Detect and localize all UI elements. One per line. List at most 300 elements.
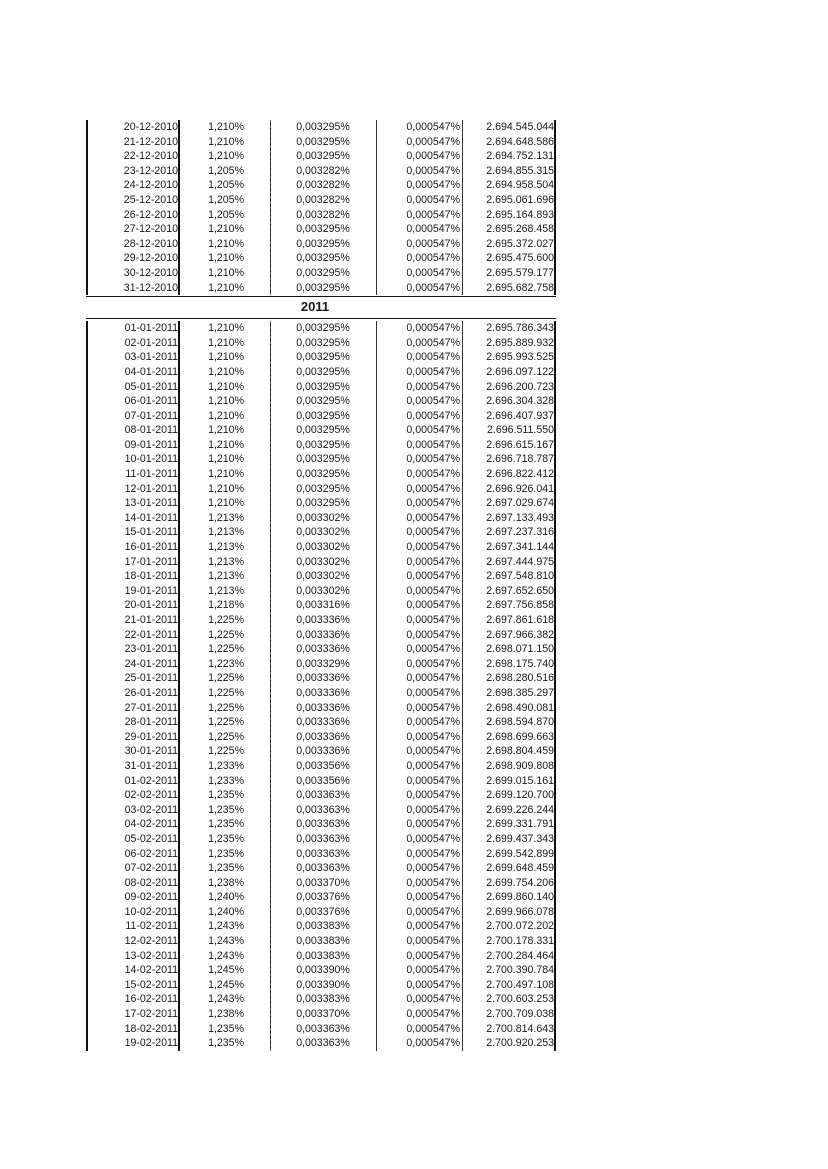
daily-rate-cell: 0,003295% (296, 409, 350, 422)
small-column-rule (376, 120, 377, 295)
table-row (86, 671, 556, 686)
daily-rate-cell: 0,003363% (296, 847, 350, 860)
date-cell: 25-12-2010 (123, 193, 178, 206)
annual-rate-cell: 1,210% (208, 380, 244, 393)
small-rate-cell: 0,000547% (406, 266, 460, 279)
table-row (86, 569, 556, 584)
daily-rate-cell: 0,003376% (296, 891, 350, 904)
annual-rate-cell: 1,235% (208, 832, 244, 845)
table-row (86, 890, 556, 905)
table-row (86, 584, 556, 599)
table-row (86, 832, 556, 847)
table-row (86, 963, 556, 978)
table-row (86, 817, 556, 832)
annual-rate-cell: 1,235% (208, 818, 244, 831)
annual-rate-cell: 1,205% (208, 179, 244, 192)
date-cell: 04-01-2011 (124, 365, 178, 378)
value-cell: 2.696.200.723 (486, 380, 554, 393)
table-row (86, 467, 556, 482)
value-cell: 2.697.861.618 (486, 614, 554, 626)
daily-rate-cell: 0,003329% (296, 657, 350, 670)
value-cell: 2.696.304.328 (486, 395, 554, 408)
value-cell: 2.699.226.244 (486, 803, 554, 816)
date-cell: 22-01-2011 (124, 628, 178, 641)
small-rate-cell: 0,000547% (406, 555, 460, 568)
small-rate-cell: 0,000547% (406, 949, 460, 962)
daily-rate-cell: 0,003295% (296, 365, 350, 378)
table-row (86, 365, 556, 380)
value-cell: 2.697.341.144 (486, 541, 554, 554)
date-cell: 24-12-2010 (123, 179, 178, 192)
daily-column-rule (270, 120, 271, 295)
daily-rate-cell: 0,003363% (296, 818, 350, 831)
date-cell: 20-12-2010 (123, 121, 178, 133)
annual-rate-cell: 1,240% (208, 891, 244, 904)
daily-rate-cell: 0,003336% (296, 686, 350, 699)
annual-rate-cell: 1,235% (208, 1037, 244, 1050)
value-cell: 2.697.029.674 (486, 497, 554, 510)
table-row (86, 409, 556, 424)
date-cell: 03-02-2011 (124, 803, 178, 816)
value-cell: 2.696.926.041 (486, 482, 554, 495)
value-cell: 2.697.444.975 (486, 555, 554, 568)
daily-rate-cell: 0,003295% (296, 380, 350, 393)
table-row (86, 251, 556, 266)
date-cell: 22-12-2010 (123, 150, 178, 163)
value-cell: 2.700.072.202 (486, 920, 554, 933)
annual-rate-cell: 1,210% (208, 266, 244, 279)
table-row (86, 934, 556, 949)
value-cell: 2.694.545.044 (486, 121, 554, 133)
value-cell: 2.698.699.663 (486, 730, 554, 743)
daily-rate-cell: 0,003336% (296, 701, 350, 714)
value-column-rule (462, 120, 463, 295)
small-rate-cell: 0,000547% (406, 862, 460, 875)
date-cell: 23-01-2011 (124, 643, 178, 656)
table-row (86, 730, 556, 745)
annual-rate-cell: 1,225% (208, 628, 244, 641)
daily-rate-cell: 0,003295% (296, 223, 350, 236)
table-row (86, 657, 556, 672)
annual-rate-cell: 1,210% (208, 150, 244, 163)
small-rate-cell: 0,000547% (406, 818, 460, 831)
date-cell: 16-01-2011 (124, 541, 178, 554)
annual-rate-cell: 1,205% (208, 164, 244, 177)
date-cell: 27-12-2010 (123, 223, 178, 236)
daily-rate-cell: 0,003302% (296, 584, 350, 597)
table-row (86, 715, 556, 730)
annual-rate-cell: 1,233% (208, 759, 244, 772)
date-cell: 23-12-2010 (123, 164, 178, 177)
annual-rate-cell: 1,233% (208, 774, 244, 787)
small-rate-cell: 0,000547% (406, 1022, 460, 1035)
small-rate-cell: 0,000547% (406, 672, 460, 685)
table-row (86, 788, 556, 803)
value-cell: 2.696.822.412 (486, 468, 554, 481)
value-cell: 2.695.372.027 (486, 237, 554, 250)
daily-column-rule (270, 321, 271, 1051)
table-row (86, 992, 556, 1007)
daily-rate-cell: 0,003376% (296, 905, 350, 918)
daily-rate-cell: 0,003295% (296, 135, 350, 148)
table-row (86, 540, 556, 555)
annual-rate-cell: 1,235% (208, 847, 244, 860)
date-cell: 07-02-2011 (124, 862, 178, 875)
small-rate-cell: 0,000547% (406, 789, 460, 802)
date-cell: 17-01-2011 (124, 555, 178, 568)
daily-rate-cell: 0,003282% (296, 208, 350, 221)
annual-rate-cell: 1,210% (208, 365, 244, 378)
date-cell: 14-02-2011 (124, 964, 178, 977)
annual-rate-cell: 1,205% (208, 208, 244, 221)
small-rate-cell: 0,000547% (406, 628, 460, 641)
daily-rate-cell: 0,003295% (296, 468, 350, 481)
annual-rate-cell: 1,225% (208, 686, 244, 699)
small-rate-cell: 0,000547% (406, 891, 460, 904)
annual-rate-cell: 1,210% (208, 424, 244, 437)
value-cell: 2.695.579.177 (486, 266, 554, 279)
daily-rate-cell: 0,003336% (296, 614, 350, 626)
table-row (86, 1007, 556, 1022)
small-rate-cell: 0,000547% (406, 716, 460, 729)
table-row (86, 120, 556, 135)
value-cell: 2.695.061.696 (486, 193, 554, 206)
date-cell: 15-01-2011 (124, 526, 178, 539)
daily-rate-cell: 0,003302% (296, 526, 350, 539)
annual-rate-cell: 1,225% (208, 745, 244, 758)
daily-rate-cell: 0,003336% (296, 643, 350, 656)
table-row (86, 803, 556, 818)
annual-rate-cell: 1,223% (208, 657, 244, 670)
annual-rate-cell: 1,213% (208, 541, 244, 554)
daily-rate-cell: 0,003295% (296, 351, 350, 364)
small-rate-cell: 0,000547% (406, 730, 460, 743)
annual-rate-cell: 1,210% (208, 395, 244, 408)
date-cell: 28-12-2010 (123, 237, 178, 250)
table-row (86, 905, 556, 920)
date-cell: 30-01-2011 (124, 745, 178, 758)
date-cell: 09-02-2011 (124, 891, 178, 904)
small-rate-cell: 0,000547% (406, 905, 460, 918)
daily-rate-cell: 0,003316% (296, 599, 350, 612)
date-cell: 07-01-2011 (124, 409, 178, 422)
date-cell: 06-02-2011 (124, 847, 178, 860)
daily-rate-cell: 0,003383% (296, 949, 350, 962)
table-row (86, 222, 556, 237)
date-cell: 13-02-2011 (124, 949, 178, 962)
annual-rate-cell: 1,238% (208, 876, 244, 889)
date-cell: 30-12-2010 (123, 266, 178, 279)
table-row (86, 178, 556, 193)
small-rate-cell: 0,000547% (406, 570, 460, 583)
small-rate-cell: 0,000547% (406, 599, 460, 612)
daily-rate-cell: 0,003363% (296, 1037, 350, 1050)
daily-rate-cell: 0,003390% (296, 978, 350, 991)
annual-rate-cell: 1,225% (208, 614, 244, 626)
value-cell: 2.699.966.078 (486, 905, 554, 918)
rate-table (86, 120, 556, 1051)
value-cell: 2.695.889.932 (486, 336, 554, 349)
daily-rate-cell: 0,003370% (296, 1008, 350, 1021)
annual-rate-cell: 1,213% (208, 526, 244, 539)
table-row (86, 266, 556, 281)
annual-rate-cell: 1,235% (208, 862, 244, 875)
date-cell: 29-01-2011 (124, 730, 178, 743)
daily-rate-cell: 0,003282% (296, 179, 350, 192)
daily-rate-cell: 0,003295% (296, 252, 350, 265)
date-cell: 05-02-2011 (124, 832, 178, 845)
value-cell: 2.700.603.253 (486, 993, 554, 1006)
small-rate-cell: 0,000547% (406, 468, 460, 481)
value-cell: 2.697.133.493 (486, 511, 554, 524)
small-rate-cell: 0,000547% (406, 993, 460, 1006)
daily-rate-cell: 0,003363% (296, 832, 350, 845)
value-cell: 2.700.814.643 (486, 1022, 554, 1035)
small-rate-cell: 0,000547% (406, 920, 460, 933)
daily-rate-cell: 0,003295% (296, 497, 350, 510)
annual-rate-cell: 1,210% (208, 497, 244, 510)
daily-rate-cell: 0,003295% (296, 121, 350, 133)
small-rate-cell: 0,000547% (406, 322, 460, 335)
annual-rate-cell: 1,213% (208, 555, 244, 568)
value-cell: 2.699.754.206 (486, 876, 554, 889)
small-rate-cell: 0,000547% (406, 281, 460, 294)
annual-rate-cell: 1,238% (208, 1008, 244, 1021)
value-cell: 2.696.718.787 (486, 453, 554, 466)
small-rate-cell: 0,000547% (406, 409, 460, 422)
annual-rate-cell: 1,210% (208, 409, 244, 422)
annual-rate-cell: 1,225% (208, 672, 244, 685)
table-row (86, 237, 556, 252)
daily-rate-cell: 0,003295% (296, 438, 350, 451)
value-cell: 2.700.497.108 (486, 978, 554, 991)
table-block-2010 (86, 120, 556, 295)
table-block-2011 (86, 321, 556, 1051)
value-cell: 2.696.407.937 (486, 409, 554, 422)
annual-rate-cell: 1,243% (208, 920, 244, 933)
value-cell: 2.697.652.650 (486, 584, 554, 597)
date-cell: 12-01-2011 (124, 482, 178, 495)
small-rate-cell: 0,000547% (406, 745, 460, 758)
value-cell: 2.695.164.893 (486, 208, 554, 221)
table-row (86, 919, 556, 934)
small-rate-cell: 0,000547% (406, 614, 460, 626)
table-row (86, 598, 556, 613)
value-column-rule (462, 321, 463, 1051)
small-rate-cell: 0,000547% (406, 150, 460, 163)
annual-rate-cell: 1,213% (208, 511, 244, 524)
annual-rate-cell: 1,243% (208, 949, 244, 962)
annual-rate-cell: 1,243% (208, 935, 244, 948)
small-rate-cell: 0,000547% (406, 541, 460, 554)
daily-rate-cell: 0,003390% (296, 964, 350, 977)
annual-rate-cell: 1,210% (208, 438, 244, 451)
annual-rate-cell: 1,225% (208, 730, 244, 743)
table-row (86, 135, 556, 150)
date-column-rule (178, 321, 180, 1051)
daily-rate-cell: 0,003363% (296, 789, 350, 802)
date-cell: 14-01-2011 (124, 511, 178, 524)
value-cell: 2.698.385.297 (486, 686, 554, 699)
small-rate-cell: 0,000547% (406, 164, 460, 177)
table-row (86, 686, 556, 701)
date-cell: 19-02-2011 (124, 1037, 178, 1050)
table-row (86, 759, 556, 774)
value-cell: 2.700.709.038 (486, 1008, 554, 1021)
daily-rate-cell: 0,003383% (296, 935, 350, 948)
daily-rate-cell: 0,003383% (296, 920, 350, 933)
table-row (86, 628, 556, 643)
annual-rate-cell: 1,225% (208, 643, 244, 656)
value-cell: 2.695.475.600 (486, 252, 554, 265)
value-cell: 2.698.909.808 (486, 759, 554, 772)
date-cell: 02-01-2011 (124, 336, 178, 349)
value-cell: 2.698.490.081 (486, 701, 554, 714)
date-cell: 02-02-2011 (124, 789, 178, 802)
small-rate-cell: 0,000547% (406, 482, 460, 495)
annual-rate-cell: 1,210% (208, 453, 244, 466)
daily-rate-cell: 0,003336% (296, 745, 350, 758)
table-row (86, 350, 556, 365)
daily-rate-cell: 0,003295% (296, 336, 350, 349)
daily-rate-cell: 0,003295% (296, 237, 350, 250)
table-row (86, 149, 556, 164)
value-cell: 2.696.615.167 (486, 438, 554, 451)
daily-rate-cell: 0,003302% (296, 511, 350, 524)
annual-rate-cell: 1,210% (208, 252, 244, 265)
table-row (86, 321, 556, 336)
daily-rate-cell: 0,003282% (296, 193, 350, 206)
value-cell: 2.700.920.253 (486, 1037, 554, 1050)
date-cell: 26-12-2010 (123, 208, 178, 221)
daily-rate-cell: 0,003363% (296, 1022, 350, 1035)
small-rate-cell: 0,000547% (406, 223, 460, 236)
daily-rate-cell: 0,003356% (296, 759, 350, 772)
small-rate-cell: 0,000547% (406, 759, 460, 772)
annual-rate-cell: 1,210% (208, 121, 244, 133)
annual-rate-cell: 1,210% (208, 237, 244, 250)
table-row (86, 774, 556, 789)
year-separator (86, 296, 556, 319)
annual-rate-cell: 1,245% (208, 964, 244, 977)
value-cell: 2.699.437.343 (486, 832, 554, 845)
date-cell: 13-01-2011 (124, 497, 178, 510)
right-border (554, 120, 556, 295)
value-cell: 2.695.993.525 (486, 351, 554, 364)
date-cell: 18-01-2011 (124, 570, 178, 583)
small-rate-cell: 0,000547% (406, 1008, 460, 1021)
table-row (86, 949, 556, 964)
daily-rate-cell: 0,003302% (296, 541, 350, 554)
small-rate-cell: 0,000547% (406, 686, 460, 699)
date-cell: 25-01-2011 (124, 672, 178, 685)
table-row (86, 281, 556, 296)
daily-rate-cell: 0,003363% (296, 803, 350, 816)
annual-rate-cell: 1,225% (208, 701, 244, 714)
small-rate-cell: 0,000547% (406, 511, 460, 524)
value-cell: 2.694.855.315 (486, 164, 554, 177)
small-rate-cell: 0,000547% (406, 438, 460, 451)
table-row (86, 876, 556, 891)
value-cell: 2.695.682.758 (486, 281, 554, 294)
value-cell: 2.697.548.810 (486, 570, 554, 583)
small-rate-cell: 0,000547% (406, 395, 460, 408)
date-cell: 27-01-2011 (124, 701, 178, 714)
date-cell: 06-01-2011 (124, 395, 178, 408)
small-rate-cell: 0,000547% (406, 774, 460, 787)
small-rate-cell: 0,000547% (406, 832, 460, 845)
date-cell: 10-02-2011 (124, 905, 178, 918)
annual-rate-cell: 1,210% (208, 281, 244, 294)
daily-rate-cell: 0,003363% (296, 862, 350, 875)
daily-rate-cell: 0,003295% (296, 424, 350, 437)
value-cell: 2.697.237.316 (486, 526, 554, 539)
year-label: 2011 (300, 299, 330, 315)
table-row (86, 438, 556, 453)
annual-rate-cell: 1,210% (208, 322, 244, 335)
value-cell: 2.699.648.459 (486, 862, 554, 875)
date-cell: 26-01-2011 (124, 686, 178, 699)
daily-rate-cell: 0,003295% (296, 395, 350, 408)
table-row (86, 978, 556, 993)
date-cell: 05-01-2011 (124, 380, 178, 393)
date-cell: 01-02-2011 (124, 774, 178, 787)
table-row (86, 336, 556, 351)
date-cell: 16-02-2011 (124, 993, 178, 1006)
date-cell: 08-01-2011 (124, 424, 178, 437)
value-cell: 2.699.331.791 (486, 818, 554, 831)
table-row (86, 208, 556, 223)
left-border (86, 120, 88, 295)
small-rate-cell: 0,000547% (406, 380, 460, 393)
date-cell: 17-02-2011 (124, 1008, 178, 1021)
annual-rate-cell: 1,210% (208, 135, 244, 148)
daily-rate-cell: 0,003336% (296, 730, 350, 743)
value-cell: 2.699.860.140 (486, 891, 554, 904)
annual-rate-cell: 1,218% (208, 599, 244, 612)
small-rate-cell: 0,000547% (406, 453, 460, 466)
daily-rate-cell: 0,003336% (296, 672, 350, 685)
value-cell: 2.699.015.161 (486, 774, 554, 787)
table-row (86, 861, 556, 876)
left-border (86, 321, 88, 1051)
annual-rate-cell: 1,210% (208, 336, 244, 349)
small-rate-cell: 0,000547% (406, 193, 460, 206)
annual-rate-cell: 1,210% (208, 468, 244, 481)
value-cell: 2.694.958.504 (486, 179, 554, 192)
annual-rate-cell: 1,210% (208, 223, 244, 236)
small-rate-cell: 0,000547% (406, 526, 460, 539)
small-rate-cell: 0,000547% (406, 876, 460, 889)
small-rate-cell: 0,000547% (406, 803, 460, 816)
date-cell: 20-01-2011 (124, 599, 178, 612)
daily-rate-cell: 0,003295% (296, 266, 350, 279)
daily-rate-cell: 0,003356% (296, 774, 350, 787)
annual-rate-cell: 1,235% (208, 789, 244, 802)
annual-rate-cell: 1,210% (208, 351, 244, 364)
daily-rate-cell: 0,003302% (296, 555, 350, 568)
date-column-rule (178, 120, 180, 295)
value-cell: 2.700.390.784 (486, 964, 554, 977)
table-row (86, 193, 556, 208)
date-cell: 24-01-2011 (124, 657, 178, 670)
small-rate-cell: 0,000547% (406, 135, 460, 148)
table-row (86, 555, 556, 570)
date-cell: 21-12-2010 (123, 135, 178, 148)
daily-rate-cell: 0,003295% (296, 322, 350, 335)
daily-rate-cell: 0,003383% (296, 993, 350, 1006)
date-cell: 31-01-2011 (124, 759, 178, 772)
